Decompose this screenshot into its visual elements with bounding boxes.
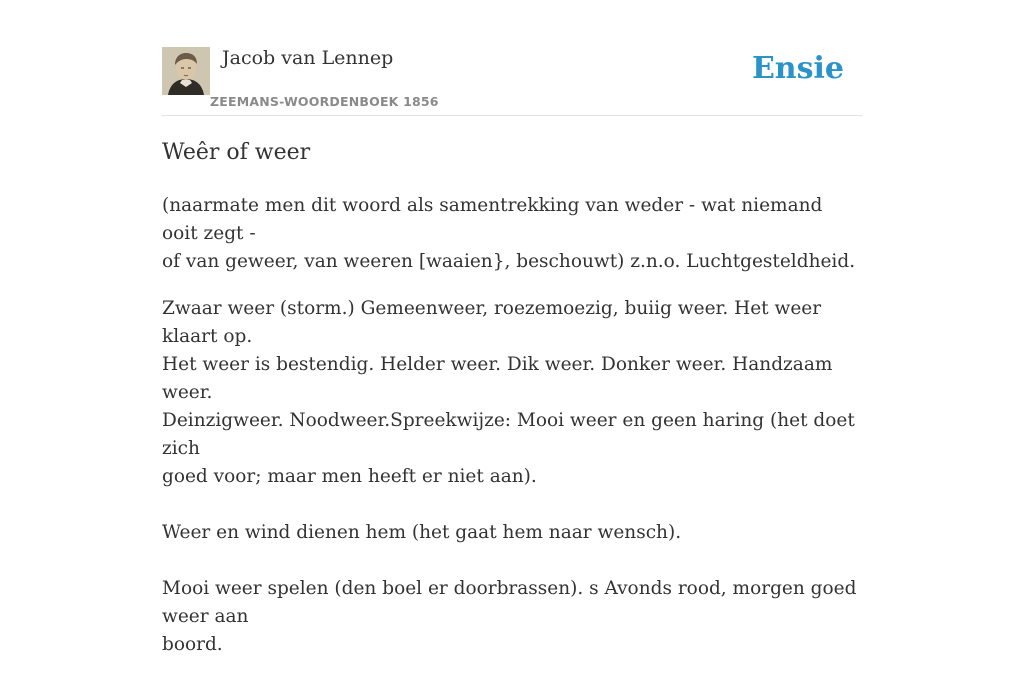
author-avatar[interactable] [162,47,210,95]
text-line: Mooi weer spelen (den boel er doorbrassen). s Avonds rood, morgen goed weer aan [162,578,857,627]
paragraph-etymology [162,192,862,276]
source-label[interactable]: ZEEMANS-WOORDENBOEK 1856 [210,94,439,109]
entry-header [162,0,862,116]
text-line: Zwaar weer (storm.) Gemeenweer, roezemoezig, buiig weer. Het weer klaart op. [162,298,822,347]
text-line: Deinzigweer. Noodweer.Spreekwijze: Mooi weer en geen haring (het doet zich [162,410,855,459]
text-line: Weer en wind dienen hem (het gaat hem naar wensch). [162,522,682,543]
entry-title: Weêr of weer [162,140,311,165]
text-line: boord. [162,634,223,655]
text-line: goed voor; maar men heeft er niet aan). [162,466,537,487]
paragraph-mooi-weer [162,575,862,659]
author-portrait-icon [162,47,210,95]
paragraph-wind [162,519,862,547]
text-line: (naarmate men dit woord als samentrekking van weder - wat niemand ooit zegt - [162,195,823,244]
paragraph-expressions [162,295,862,491]
ensie-logo-link[interactable]: Ensie [751,51,844,86]
text-line: of van geweer, van weeren [waaien}, beschouwt) z.n.o. Luchtgesteldheid. [162,251,856,272]
entry-body [162,192,862,678]
text-line: Het weer is bestendig. Helder weer. Dik weer. Donker weer. Handzaam weer. [162,354,833,403]
author-name[interactable]: Jacob van Lennep [222,47,394,69]
entry-card [162,0,862,655]
